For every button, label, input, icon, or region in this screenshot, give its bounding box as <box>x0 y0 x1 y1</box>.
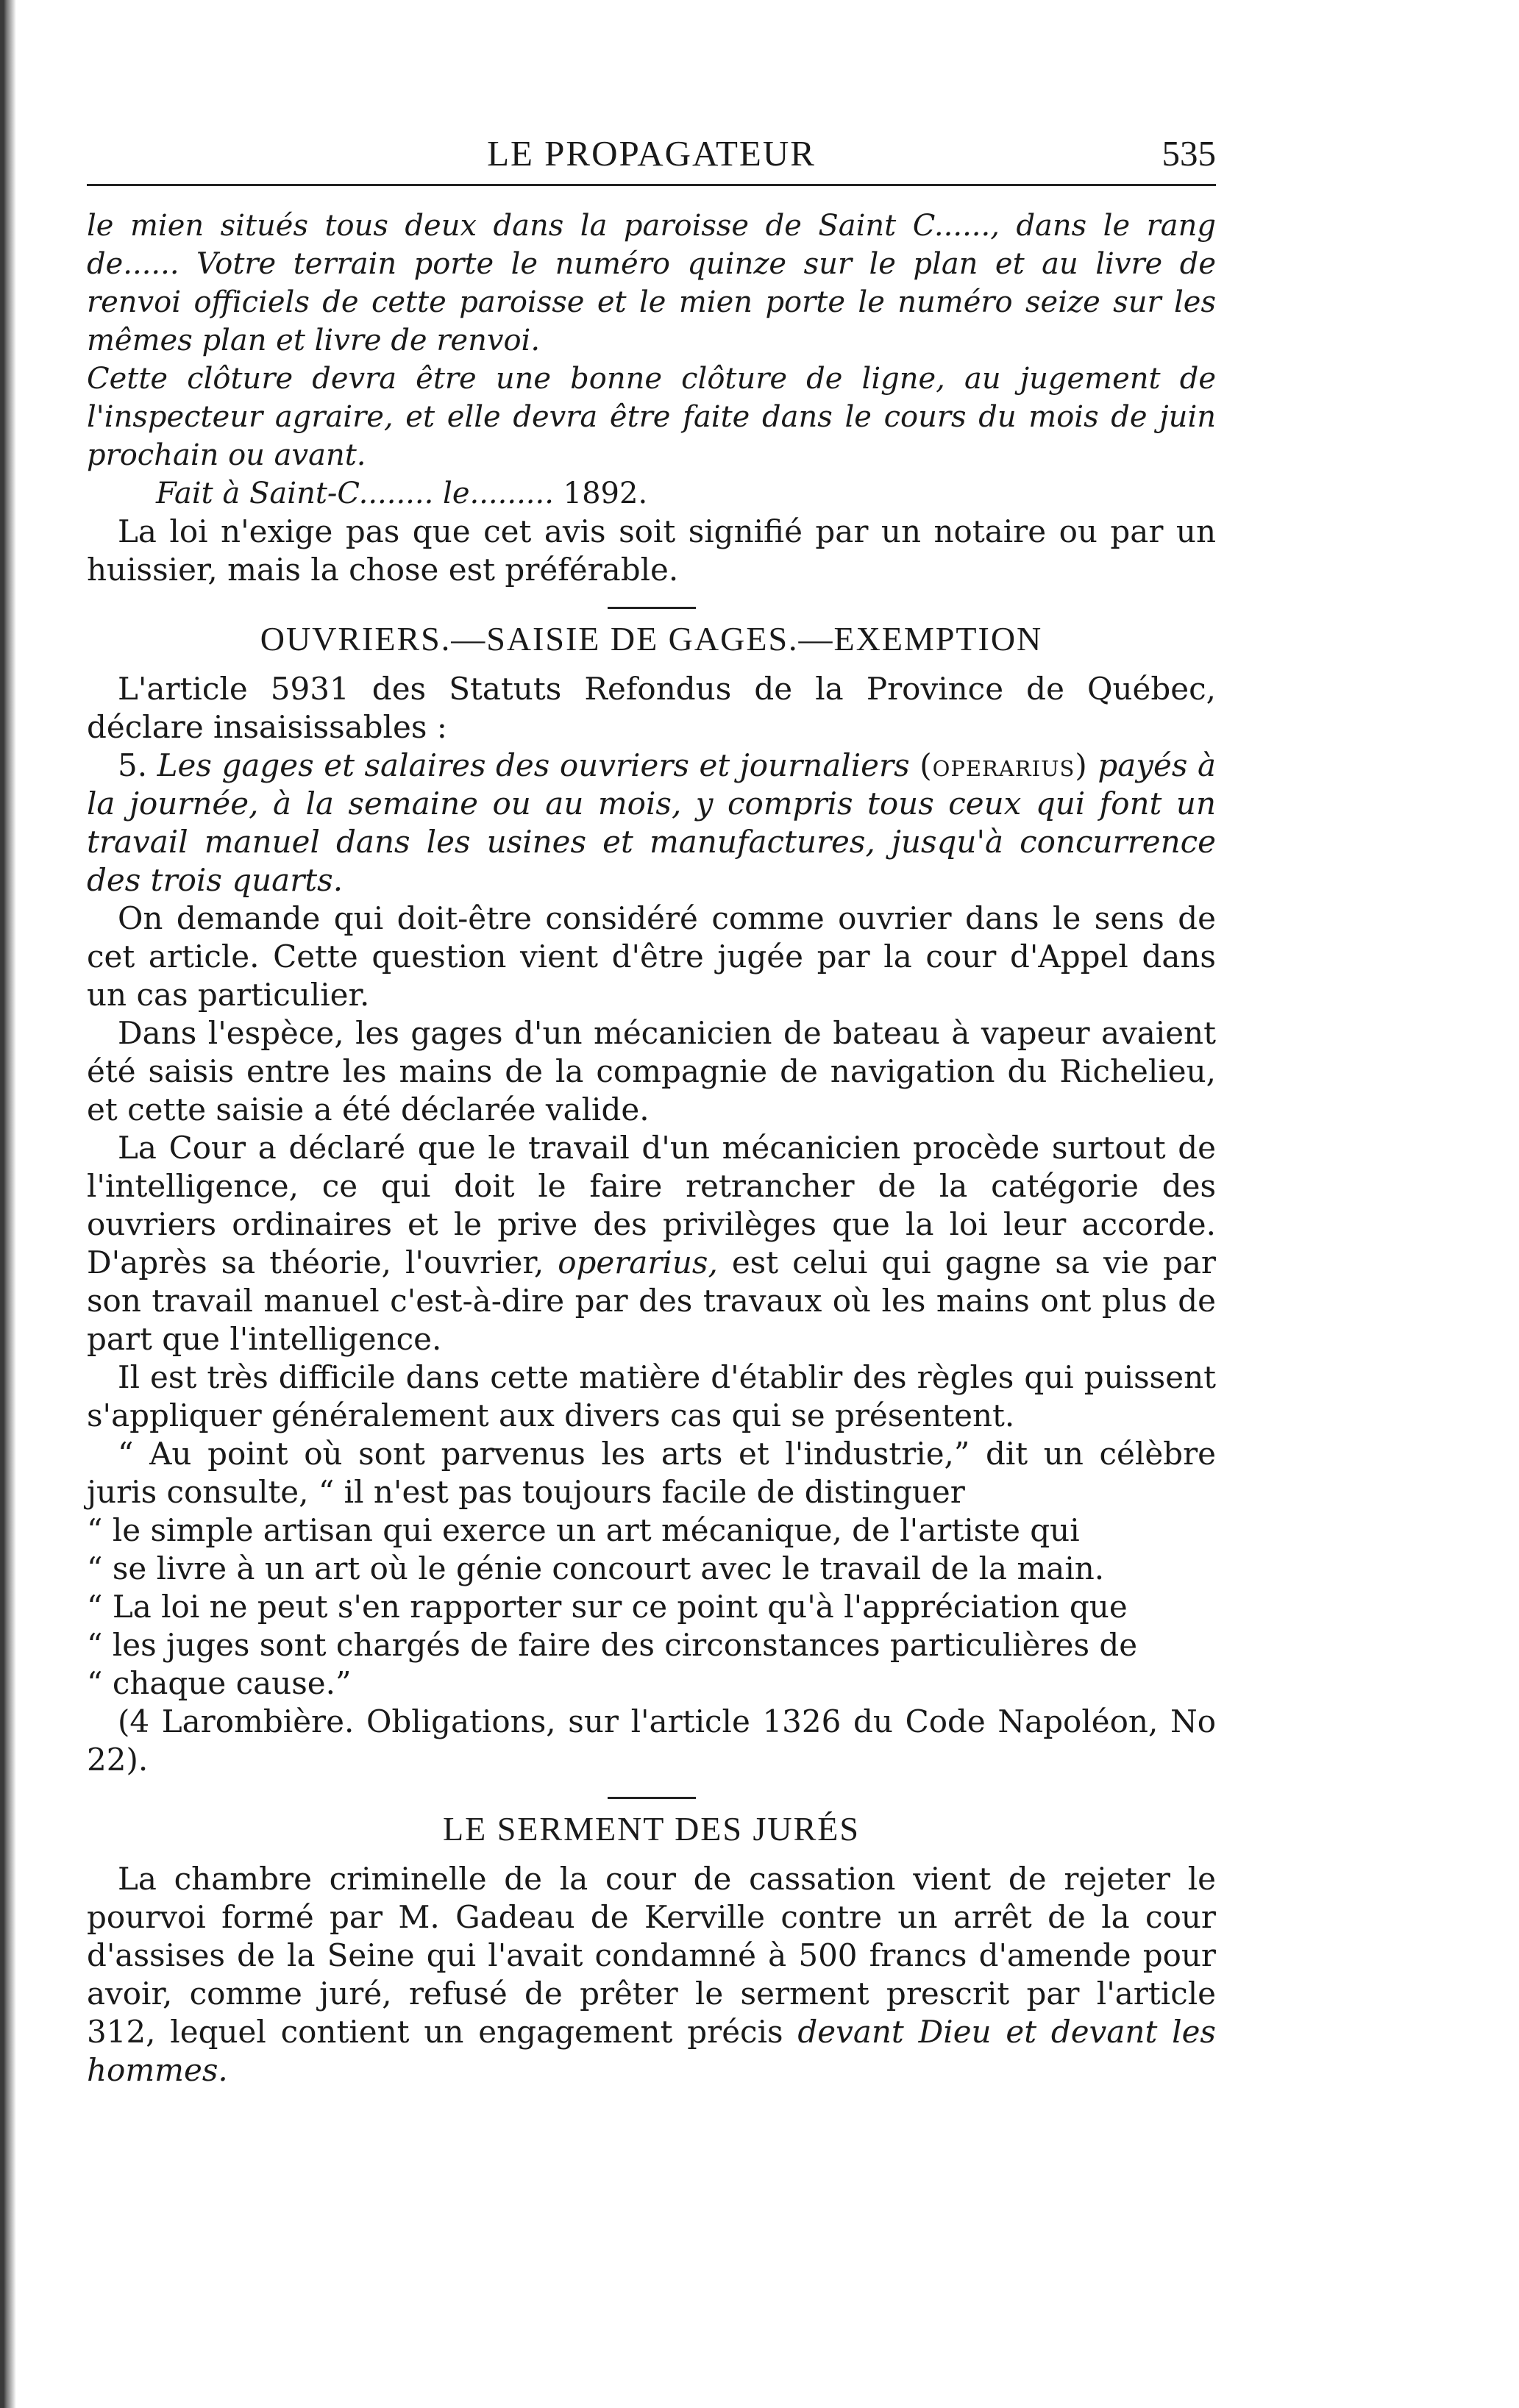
citation: (4 Larombière. Obligations, sur l'article 1326 du Code Napoléon, No 22). <box>87 1703 1216 1778</box>
statute-latin-term: (operarius) <box>919 747 1088 783</box>
quotation-line: “ chaque cause.” <box>87 1665 352 1701</box>
quotation-line: “ les juges sont chargés de faire des circonstances particulières de <box>87 1627 1138 1663</box>
body-paragraph: L'article 5931 des Statuts Refondus de la Province de Québec, déclare insaisissables : <box>87 671 1216 745</box>
section-heading: LE SERMENT DES JURÉS <box>443 1810 860 1848</box>
quotation-line: “ Au point où sont parvenus les arts et l'industrie,” dit un célèbre juris consulte, “ il n'est pas toujours facile de distinguer <box>87 1436 1216 1510</box>
statute-text: payés à la journée, à la semaine ou au mois, y compris tous ceux qui font un travail manuel dans les usines et manufactures, jusqu'à concurrence des trois quarts. <box>87 747 1216 898</box>
form-paragraph: Cette clôture devra être une bonne clôture de ligne, au jugement de l'inspecteur agraire, et elle devra être faite dans le cours du mois de juin prochain ou avant. <box>87 362 1216 472</box>
statute-text: Les gages et salaires des ouvriers et journaliers <box>157 747 910 783</box>
paragraph-text: est celui qui gagne sa vie par son travail manuel c'est-à-dire par des travaux où les mains ont plus de part que l'intelligence. <box>87 1244 1217 1357</box>
paragraph-text: La chambre criminelle de la cour de cassation vient de rejeter le pourvoi formé par M. Gadeau de Kerville contre un arrêt de la cour d'assises de la Seine qui l'avait condamné à 500 francs d'amende pour avoir, comme juré, refusé de prêter le serment prescrit par l'article 312, lequel contient un engagement précis <box>87 1861 1216 2050</box>
document-page <box>87 118 1216 2090</box>
notice-form-text <box>87 207 1216 513</box>
statute-quote <box>87 747 1216 900</box>
paragraph-text: La Cour a déclaré que le travail d'un mécanicien procède surtout de l'intelligence, ce qui doit le faire retrancher de la catégorie des ouvriers ordinaires et le prive des privilèges que la loi leur accorde. D'après sa théorie, l'ouvrier, <box>87 1130 1216 1280</box>
latin-term: operarius, <box>558 1244 718 1280</box>
running-title: LE PROPAGATEUR <box>487 133 816 174</box>
body-paragraph: Dans l'espèce, les gages d'un mécanicien de bateau à vapeur avaient été saisis entre les mains de la compagnie de navigation du Richelieu, et cette saisie a été déclarée valide. <box>87 1015 1216 1128</box>
header-rule <box>87 184 1216 186</box>
signoff-text: Fait à Saint-C........ le......... <box>156 477 554 510</box>
statute-number: 5. <box>118 747 148 783</box>
quotation-line: “ La loi ne peut s'en rapporter sur ce point qu'à l'appréciation que <box>87 1589 1128 1625</box>
document-body <box>87 513 1216 2090</box>
section-heading: OUVRIERS.—SAISIE DE GAGES.—EXEMPTION <box>260 620 1043 658</box>
page-number: 535 <box>1162 133 1216 174</box>
quotation-line: “ se livre à un art où le génie concourt avec le travail de la main. <box>87 1550 1105 1586</box>
body-paragraph: La loi n'exige pas que cet avis soit signifié par un notaire ou par un huissier, mais la chose est préférable. <box>87 513 1216 588</box>
quotation-line: “ le simple artisan qui exerce un art mécanique, de l'artiste qui <box>87 1512 1080 1548</box>
emphasized-phrase: devant Dieu et devant les hommes. <box>87 2014 1216 2088</box>
section-separator <box>608 607 696 609</box>
body-paragraph: On demande qui doit-être considéré comme ouvrier dans le sens de cet article. Cette question vient d'être jugée par la cour d'Appel dans un cas particulier. <box>87 900 1216 1013</box>
body-paragraph <box>87 1129 1216 1358</box>
page-header <box>87 118 1216 177</box>
body-paragraph: Il est très difficile dans cette matière d'établir des règles qui puissent s'appliquer généralement aux divers cas qui se présentent. <box>87 1359 1216 1433</box>
signoff-year: 1892. <box>563 477 648 510</box>
page-binding-edge <box>0 0 16 2408</box>
form-signoff <box>156 474 1216 513</box>
form-paragraph: le mien situés tous deux dans la paroisse de Saint C......, dans le rang de...... Votre terrain porte le numéro quinze sur le plan et au livre de renvoi officiels de cette paroisse et le mien porte le numéro seize sur les mêmes plan et livre de renvoi. <box>87 209 1216 357</box>
body-paragraph <box>87 1860 1216 2090</box>
section-separator <box>608 1797 696 1799</box>
